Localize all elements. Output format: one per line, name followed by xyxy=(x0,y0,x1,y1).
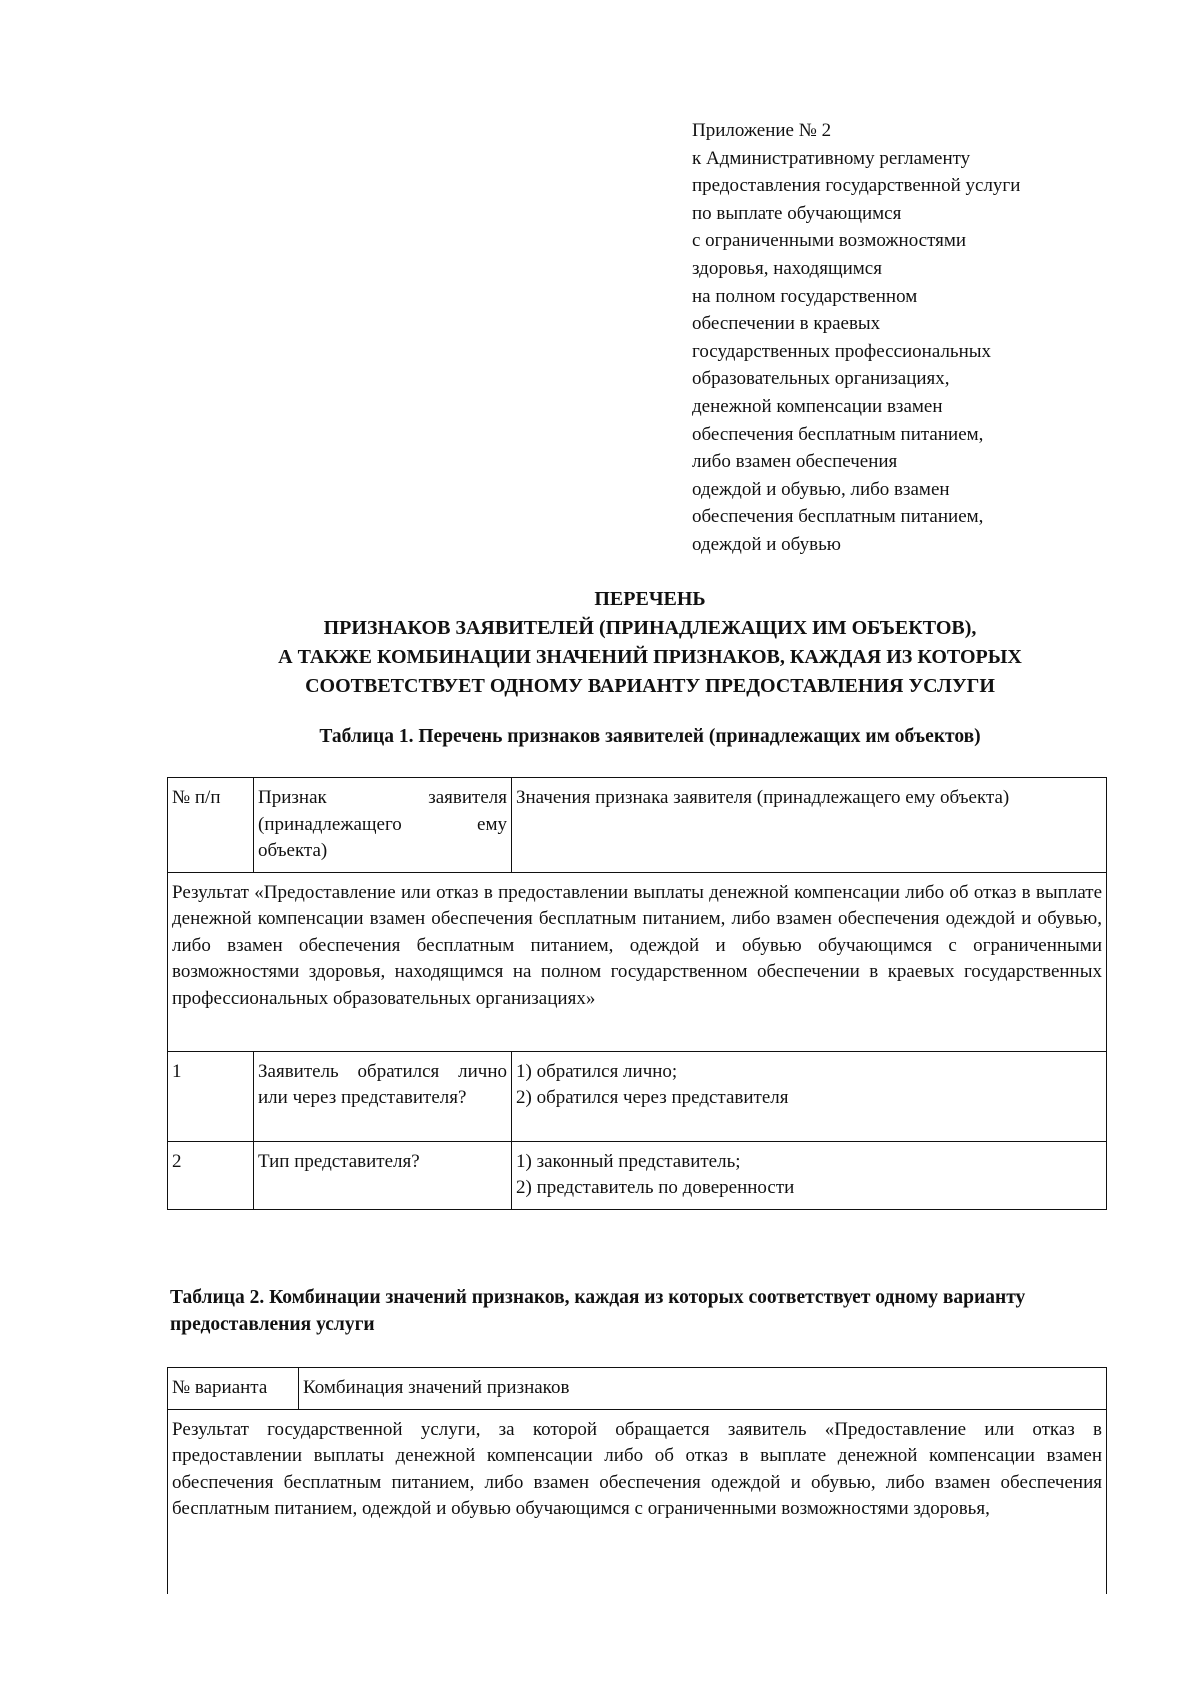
appendix-line: одеждой и обувью xyxy=(692,533,841,555)
appendix-line: с ограниченными возможностями xyxy=(692,230,967,252)
row-values-cell xyxy=(512,1141,1107,1209)
table-row xyxy=(168,1051,1107,1141)
appendix-line: предоставления государственной услуги xyxy=(692,175,1021,197)
table2-caption: Таблица 2. Комбинации значений признаков, каждая из которых соответствует одному варианту предоставления услуги xyxy=(170,1287,1026,1335)
appendix-line: обеспечения бесплатным питанием, xyxy=(692,506,984,528)
document-heading xyxy=(150,585,1150,701)
header-cell-combination: Комбинация значений признаков xyxy=(299,1368,1107,1410)
appendix-line: денежной компенсации взамен xyxy=(692,395,943,417)
heading-line: ПРИЗНАКОВ ЗАЯВИТЕЛЕЙ (ПРИНАДЛЕЖАЩИХ ИМ ОБЪЕКТОВ), xyxy=(323,617,977,639)
appendix-line: на полном государственном xyxy=(692,285,918,307)
attributes-table xyxy=(167,777,1107,1210)
table-section-row xyxy=(168,872,1107,1051)
section-result-cell: Результат государственной услуги, за которой обращается заявитель «Предоставление или отказ в предоставлении выплаты денежной компенсации либо об отказ в выплате денежной компенсации взамен обеспечения бесплатным питанием, либо взамен обеспечения одеждой и обувью, либо взамен обеспечения бесплатным питанием, одеждой и обувью обучающимся с ограниченными возможностями здоровья, xyxy=(168,1409,1107,1594)
table-header-row xyxy=(168,1368,1107,1410)
value-item: 2) обратился через представителя xyxy=(516,1087,789,1108)
table-row xyxy=(168,1141,1107,1209)
heading-line: ПЕРЕЧЕНЬ xyxy=(594,588,706,610)
row-values-cell xyxy=(512,1051,1107,1141)
value-item: 1) обратился лично; xyxy=(516,1060,678,1082)
table1-caption: Таблица 1. Перечень признаков заявителей (принадлежащих им объектов) xyxy=(319,726,981,747)
heading-line: СООТВЕТСТВУЕТ ОДНОМУ ВАРИАНТУ ПРЕДОСТАВЛЕНИЯ УСЛУГИ xyxy=(305,675,995,697)
appendix-line: обеспечении в краевых xyxy=(692,313,881,335)
appendix-line: одеждой и обувью, либо взамен xyxy=(692,478,950,500)
value-item: 2) представитель по доверенности xyxy=(516,1177,795,1198)
row-number-cell: 2 xyxy=(168,1141,254,1209)
appendix-line: здоровья, находящимся xyxy=(692,257,882,279)
header-cell-variant-number: № варианта xyxy=(168,1368,299,1410)
appendix-line: к Административному регламенту xyxy=(692,147,971,169)
heading-line: А ТАКЖЕ КОМБИНАЦИИ ЗНАЧЕНИЙ ПРИЗНАКОВ, КАЖДАЯ ИЗ КОТОРЫХ xyxy=(278,646,1022,668)
appendix-line: государственных профессиональных xyxy=(692,340,992,362)
header-cell-attribute: Признак заявителя (принадлежащего ему объекта) xyxy=(254,778,512,873)
value-item: 1) законный представитель; xyxy=(516,1150,741,1172)
row-attribute-cell: Заявитель обратился лично или через представителя? xyxy=(254,1051,512,1141)
header-cell-number: № п/п xyxy=(168,778,254,873)
appendix-line: обеспечения бесплатным питанием, xyxy=(692,423,984,445)
combinations-table xyxy=(167,1367,1107,1594)
appendix-line: образовательных организациях, xyxy=(692,368,950,390)
row-number-cell: 1 xyxy=(168,1051,254,1141)
appendix-block xyxy=(692,117,1132,559)
appendix-line: по выплате обучающимся xyxy=(692,202,902,224)
row-attribute-cell: Тип представителя? xyxy=(254,1141,512,1209)
table-header-row xyxy=(168,778,1107,873)
appendix-line: либо взамен обеспечения xyxy=(692,451,898,473)
appendix-line: Приложение № 2 xyxy=(692,120,832,141)
table-section-row xyxy=(168,1409,1107,1594)
header-cell-values: Значения признака заявителя (принадлежащего ему объекта) xyxy=(512,778,1107,873)
section-result-cell: Результат «Предоставление или отказ в предоставлении выплаты денежной компенсации либо об отказ в выплате денежной компенсации взамен обеспечения бесплатным питанием, либо взамен обеспечения одеждой и обувью, либо взамен обеспечения бесплатным питанием, одеждой и обувью обучающимся с ограниченными возможностями здоровья, находящимся на полном государственном обеспечении в краевых государственных профессиональных образовательных организациях» xyxy=(168,872,1107,1051)
